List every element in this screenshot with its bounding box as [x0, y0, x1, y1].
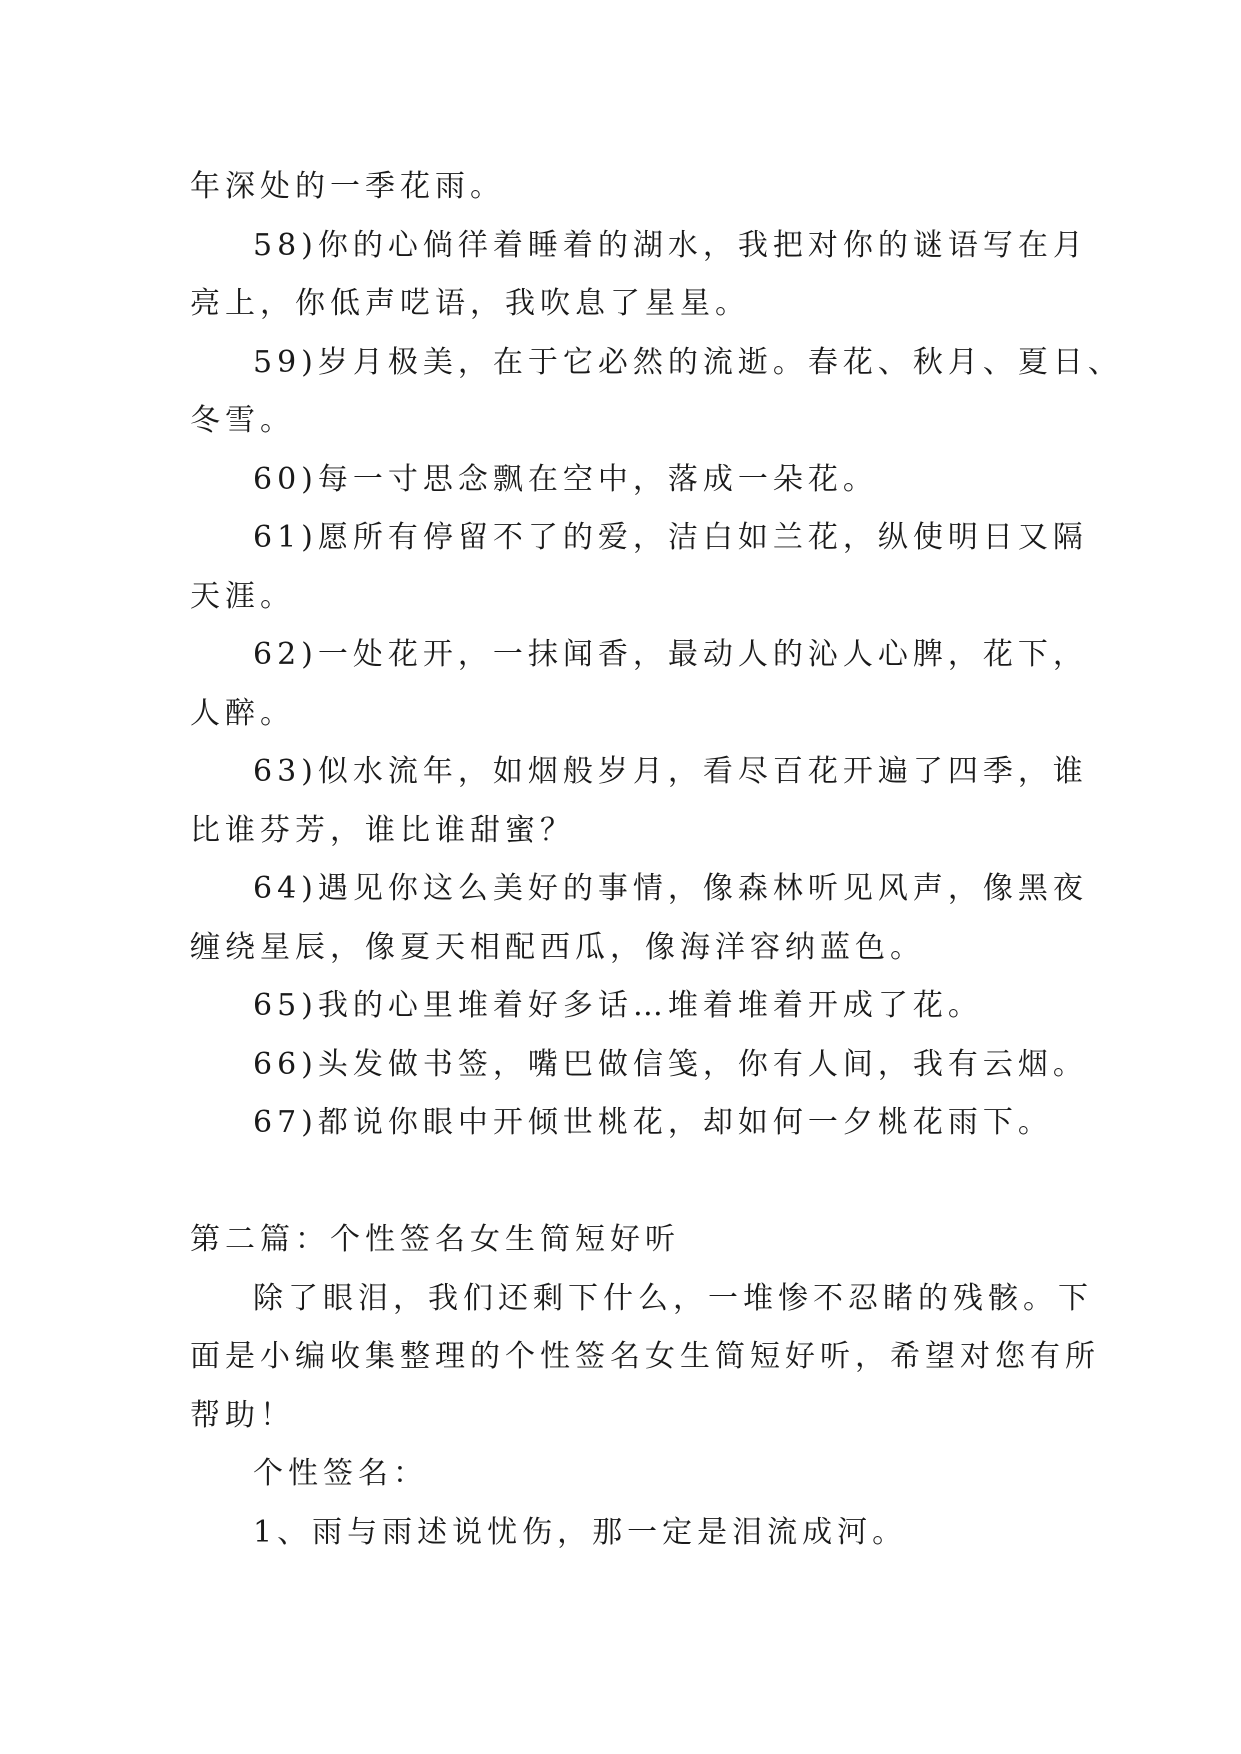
text-line: 天涯。 — [190, 578, 295, 614]
text-line: 年深处的一季花雨。 — [190, 169, 505, 204]
subheading: 个性签名： — [253, 1456, 428, 1491]
text-line: 59)岁月极美，在于它必然的流逝。春花、秋月、夏日、 — [253, 344, 1123, 380]
text-line: 64)遇见你这么美好的事情，像森林听见风声，像黑夜 — [253, 871, 1088, 906]
text-line: 帮助！ — [190, 1397, 295, 1433]
text-line: 除了眼泪，我们还剩下什么，一堆惨不忍睹的残骸。下 — [253, 1280, 1093, 1316]
text-line: 66)头发做书签，嘴巴做信笺，你有人间，我有云烟。 — [253, 1046, 1088, 1082]
text-line: 亮上，你低声呓语，我吹息了星星。 — [190, 286, 750, 321]
document-page — [190, 158, 1123, 1562]
text-line: 缠绕星辰，像夏天相配西瓜，像海洋容纳蓝色。 — [190, 929, 925, 965]
text-line: 61)愿所有停留不了的爱，洁白如兰花，纵使明日又隔 — [253, 520, 1088, 555]
text-line: 60)每一寸思念飘在空中，落成一朵花。 — [253, 461, 878, 497]
text-line: 冬雪。 — [190, 403, 295, 438]
section-heading: 第二篇：个性签名女生简短好听 — [190, 1222, 680, 1257]
text-line: 面是小编收集整理的个性签名女生简短好听，希望对您有所 — [190, 1339, 1100, 1374]
text-line: 62)一处花开，一抹闻香，最动人的沁人心脾，花下， — [253, 637, 1088, 672]
text-line: 比谁芬芳，谁比谁甜蜜？ — [190, 812, 575, 848]
text-line: 1、雨与雨述说忧伤，那一定是泪流成河。 — [253, 1514, 908, 1550]
text-line: 58)你的心倘徉着睡着的湖水，我把对你的谜语写在月 — [253, 227, 1088, 263]
text-line: 67)都说你眼中开倾世桃花，却如何一夕桃花雨下。 — [253, 1105, 1053, 1140]
text-line: 人醉。 — [190, 695, 295, 731]
text-line: 65)我的心里堆着好多话…堆着堆着开成了花。 — [253, 988, 983, 1023]
text-line: 63)似水流年，如烟般岁月，看尽百花开遍了四季，谁 — [253, 754, 1088, 789]
paragraph-gap — [190, 1153, 1070, 1212]
